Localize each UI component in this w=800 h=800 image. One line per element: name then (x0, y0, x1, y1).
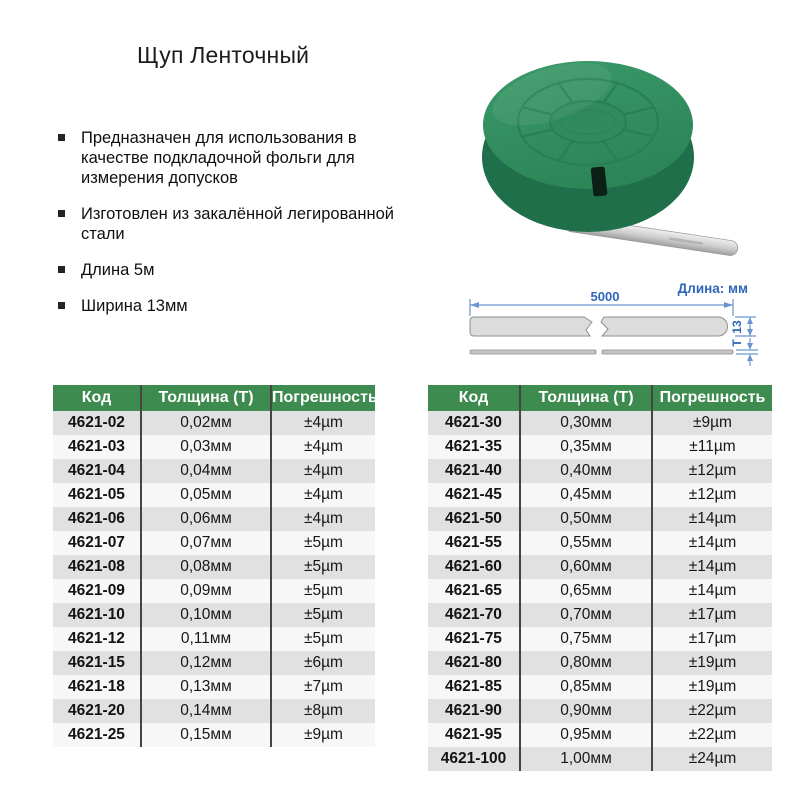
code-cell: 4621-40 (445, 462, 502, 479)
tolerance-cell: ±4µm (271, 459, 375, 483)
table-row (53, 411, 375, 435)
code-cell: 4621-75 (445, 630, 502, 647)
feature-item (56, 204, 398, 244)
thickness-cell: 0,06мм (141, 507, 271, 531)
feature-item (56, 260, 398, 280)
code-cell: 4621-10 (68, 606, 125, 623)
product-photo (440, 22, 790, 272)
table-row (428, 435, 772, 459)
code-cell: 4621-18 (68, 678, 125, 695)
length-dimension-value: 5000 (590, 289, 620, 304)
feature-item (56, 128, 398, 188)
feature-list (56, 128, 398, 332)
tolerance-cell: ±17µm (652, 627, 772, 651)
code-cell: 4621-02 (68, 414, 125, 431)
col-header-thickness: Толщина (Т) (520, 385, 652, 411)
code-cell: 4621-20 (68, 702, 125, 719)
spec-table-right (428, 385, 772, 771)
spec-table-left (53, 385, 378, 747)
feature-item (56, 296, 398, 316)
thickness-cell: 0,35мм (520, 435, 652, 459)
col-header-thickness: Толщина (Т) (141, 385, 271, 411)
thickness-cell: 0,30мм (520, 411, 652, 435)
bullet-square-icon (58, 302, 65, 309)
thickness-cell: 0,04мм (141, 459, 271, 483)
tolerance-cell: ±5µm (271, 579, 375, 603)
tolerance-cell: ±5µm (271, 555, 375, 579)
thickness-cell: 0,85мм (520, 675, 652, 699)
code-cell: 4621-09 (68, 582, 125, 599)
tolerance-cell: ±14µm (652, 507, 772, 531)
feature-text: Длина 5м (81, 261, 155, 279)
thickness-cell: 0,90мм (520, 699, 652, 723)
tolerance-cell: ±5µm (271, 627, 375, 651)
code-cell: 4621-85 (445, 678, 502, 695)
code-cell: 4621-35 (445, 438, 502, 455)
page-title: Щуп Ленточный (137, 42, 310, 68)
thickness-dimension-label: T (730, 339, 744, 347)
thickness-cell: 0,80мм (520, 651, 652, 675)
table-row (53, 555, 375, 579)
thickness-cell: 0,65мм (520, 579, 652, 603)
col-header-code: Код (53, 385, 141, 411)
thickness-cell: 0,75мм (520, 627, 652, 651)
thickness-cell: 0,15мм (141, 723, 271, 747)
tolerance-cell: ±17µm (652, 603, 772, 627)
code-cell: 4621-03 (68, 438, 125, 455)
tolerance-cell: ±19µm (652, 675, 772, 699)
tape-feeler-case-image (440, 22, 790, 272)
table-row (53, 675, 375, 699)
code-cell: 4621-08 (68, 558, 125, 575)
tolerance-cell: ±9µm (652, 411, 772, 435)
tolerance-cell: ±4µm (271, 507, 375, 531)
table-row (428, 699, 772, 723)
tolerance-cell: ±4µm (271, 435, 375, 459)
code-cell: 4621-15 (68, 654, 125, 671)
width-dimension-value: 13 (730, 320, 744, 334)
thickness-cell: 0,14мм (141, 699, 271, 723)
code-cell: 4621-04 (68, 462, 125, 479)
table-row (53, 651, 375, 675)
tolerance-cell: ±14µm (652, 531, 772, 555)
thickness-cell: 0,40мм (520, 459, 652, 483)
code-cell: 4621-07 (68, 534, 125, 551)
code-cell: 4621-70 (445, 606, 502, 623)
thickness-cell: 0,07мм (141, 531, 271, 555)
thickness-cell: 0,12мм (141, 651, 271, 675)
thickness-cell: 0,02мм (141, 411, 271, 435)
tolerance-cell: ±4µm (271, 483, 375, 507)
table-row (53, 627, 375, 651)
bullet-square-icon (58, 134, 65, 141)
table-row (53, 531, 375, 555)
thickness-cell: 0,08мм (141, 555, 271, 579)
col-header-tolerance: Погрешность (652, 385, 772, 411)
thickness-cell: 0,13мм (141, 675, 271, 699)
tolerance-cell: ±8µm (271, 699, 375, 723)
tolerance-cell: ±19µm (652, 651, 772, 675)
thickness-cell: 0,10мм (141, 603, 271, 627)
table-row (53, 459, 375, 483)
code-cell: 4621-30 (445, 414, 502, 431)
code-cell: 4621-60 (445, 558, 502, 575)
code-cell: 4621-95 (445, 726, 502, 743)
thickness-cell: 1,00мм (520, 747, 652, 771)
thickness-cell: 0,09мм (141, 579, 271, 603)
table-row (53, 603, 375, 627)
thickness-cell: 0,70мм (520, 603, 652, 627)
thickness-cell: 0,45мм (520, 483, 652, 507)
tape-dimension-diagram (430, 272, 790, 374)
table-row (428, 555, 772, 579)
tolerance-cell: ±9µm (271, 723, 375, 747)
code-cell: 4621-12 (68, 630, 125, 647)
thickness-cell: 0,60мм (520, 555, 652, 579)
table-header-row (53, 385, 375, 411)
code-cell: 4621-80 (445, 654, 502, 671)
code-cell: 4621-05 (68, 486, 125, 503)
code-cell: 4621-100 (440, 750, 507, 767)
table-row (428, 651, 772, 675)
thickness-cell: 0,03мм (141, 435, 271, 459)
tolerance-cell: ±6µm (271, 651, 375, 675)
table-row (53, 483, 375, 507)
tolerance-cell: ±12µm (652, 459, 772, 483)
code-cell: 4621-50 (445, 510, 502, 527)
code-cell: 4621-90 (445, 702, 502, 719)
tolerance-cell: ±11µm (652, 435, 772, 459)
table-row (428, 459, 772, 483)
col-header-code: Код (428, 385, 520, 411)
code-cell: 4621-65 (445, 582, 502, 599)
tolerance-cell: ±14µm (652, 555, 772, 579)
thickness-cell: 0,95мм (520, 723, 652, 747)
table-row (428, 723, 772, 747)
table-row (428, 627, 772, 651)
table-row (53, 507, 375, 531)
code-cell: 4621-25 (68, 726, 125, 743)
table-row (53, 699, 375, 723)
bullet-square-icon (58, 210, 65, 217)
feature-text: Ширина 13мм (81, 297, 188, 315)
table-row (53, 579, 375, 603)
table-row (428, 483, 772, 507)
tolerance-cell: ±5µm (271, 603, 375, 627)
code-cell: 4621-45 (445, 486, 502, 503)
thickness-cell: 0,05мм (141, 483, 271, 507)
tolerance-cell: ±12µm (652, 483, 772, 507)
tolerance-cell: ±22µm (652, 699, 772, 723)
table-row (428, 507, 772, 531)
table-row (53, 723, 375, 747)
thickness-cell: 0,55мм (520, 531, 652, 555)
table-row (428, 747, 772, 771)
table-row (428, 411, 772, 435)
tolerance-cell: ±5µm (271, 531, 375, 555)
table-header-row (428, 385, 772, 411)
thickness-cell: 0,11мм (141, 627, 271, 651)
table-row (428, 603, 772, 627)
tolerance-cell: ±7µm (271, 675, 375, 699)
table-row (428, 531, 772, 555)
bullet-square-icon (58, 266, 65, 273)
table-row (428, 675, 772, 699)
code-cell: 4621-06 (68, 510, 125, 527)
tolerance-cell: ±22µm (652, 723, 772, 747)
table-row (53, 435, 375, 459)
col-header-tolerance: Погрешность (271, 385, 375, 411)
units-label: Длина: мм (677, 281, 748, 296)
tolerance-cell: ±4µm (271, 411, 375, 435)
code-cell: 4621-55 (445, 534, 502, 551)
tolerance-cell: ±14µm (652, 579, 772, 603)
thickness-cell: 0,50мм (520, 507, 652, 531)
dimension-drawing (430, 272, 790, 374)
table-row (428, 579, 772, 603)
feature-text: Предназначен для использования в качестве подкладочной фольги для измерения допусков (81, 129, 357, 187)
tolerance-cell: ±24µm (652, 747, 772, 771)
feature-text: Изготовлен из закалённой легированной стали (81, 205, 394, 243)
